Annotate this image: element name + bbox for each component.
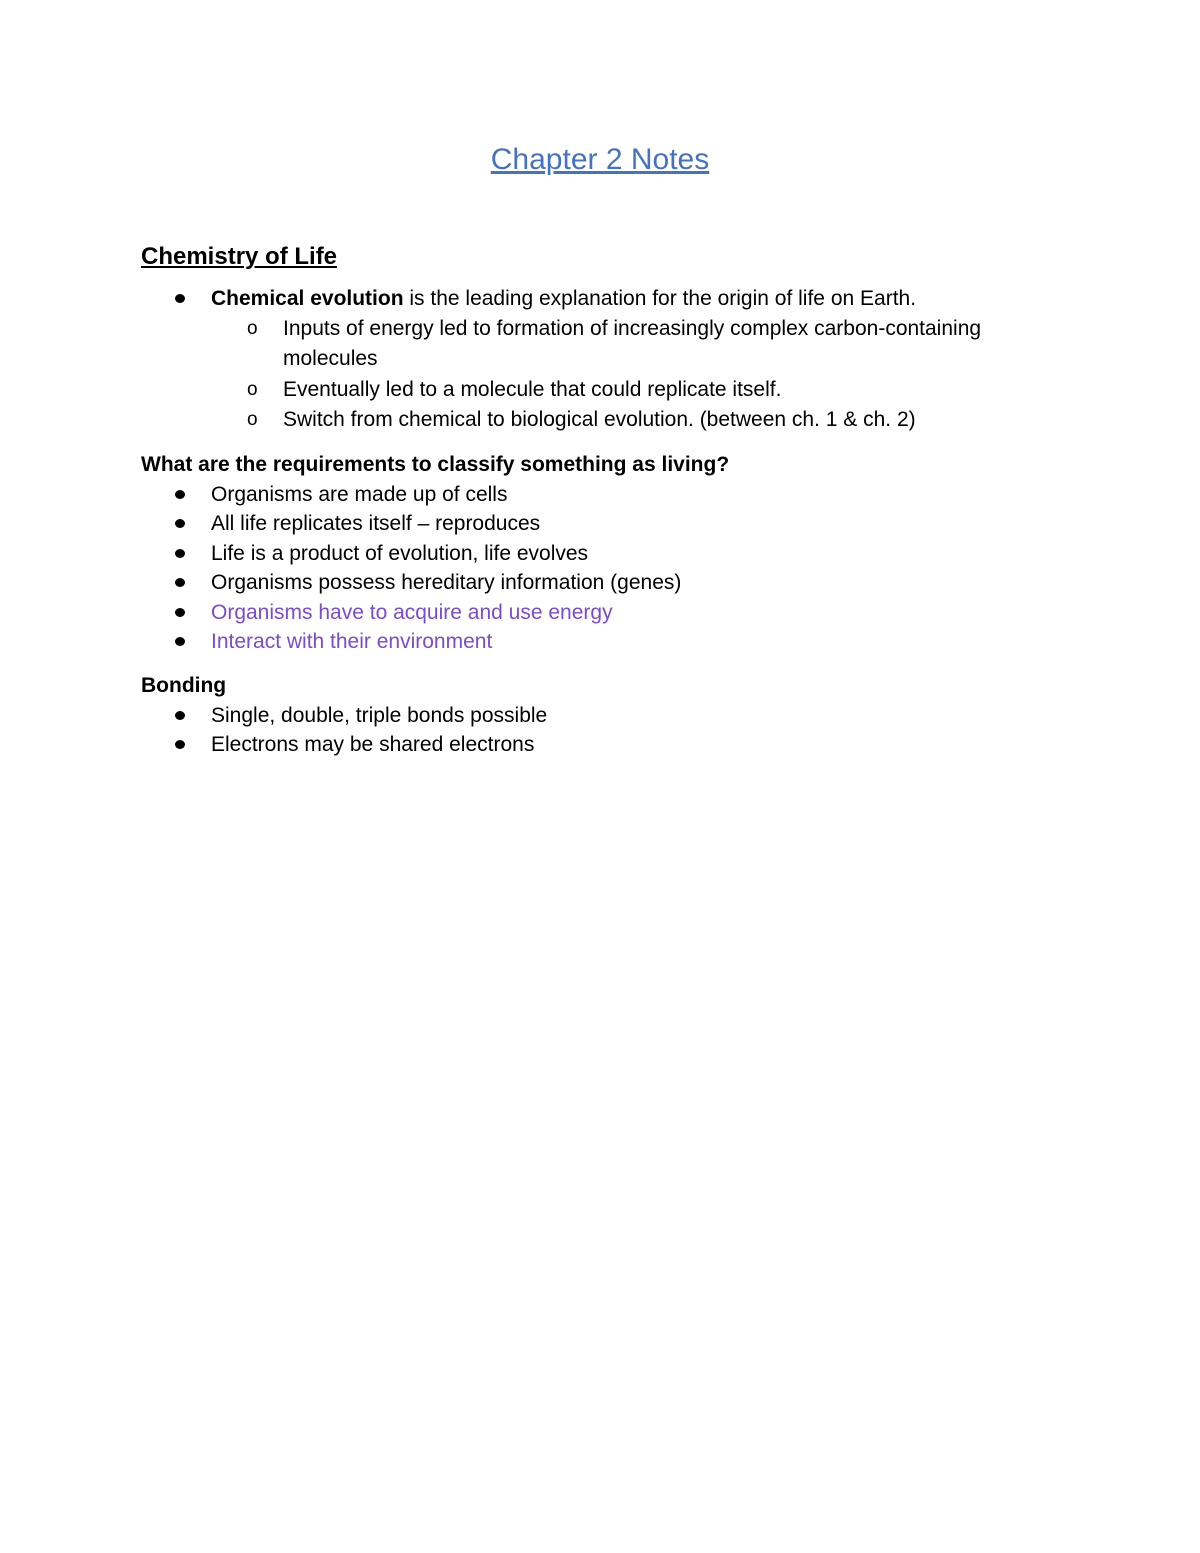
- section1-sublist: [141, 314, 1041, 436]
- list-item-text: is the leading explanation for the origin of life on Earth.: [403, 287, 917, 310]
- sub-list-item: [141, 314, 1041, 375]
- bullet-icon: [175, 578, 185, 587]
- list-item-text-highlighted: Interact with their environment: [211, 630, 493, 653]
- list-item-text: Organisms are made up of cells: [211, 482, 508, 506]
- list-item-text: Electrons may be shared electrons: [211, 733, 535, 756]
- bullet-icon: [175, 490, 185, 499]
- list-item-text: Life is a product of evolution, life evolves: [211, 541, 589, 565]
- list-item: [141, 480, 1041, 510]
- list-item: [141, 568, 1041, 598]
- sub-list-item: [141, 375, 1041, 406]
- sub-list-item-text: Switch from chemical to biological evolution. (between ch. 1 & ch. 2): [283, 408, 916, 431]
- list-item-text: Single, double, triple bonds possible: [211, 703, 548, 727]
- list-item: [141, 701, 1041, 731]
- section-heading-requirements: What are the requirements to classify something as living?: [141, 452, 730, 476]
- bullet-icon: [175, 549, 185, 558]
- section1-list: [141, 284, 1041, 314]
- list-item-text-highlighted: Organisms have to acquire and use energy: [211, 600, 613, 624]
- list-item: [141, 284, 1041, 314]
- list-item: [141, 627, 1041, 657]
- hollow-bullet-icon: o: [247, 409, 258, 430]
- key-term: Chemical evolution: [211, 287, 404, 310]
- bullet-icon: [175, 637, 185, 646]
- bullet-icon: [175, 608, 185, 617]
- hollow-bullet-icon: o: [247, 317, 258, 339]
- sub-list-item-text: Inputs of energy led to formation of increasingly complex carbon-containing molecules: [283, 316, 982, 370]
- bonding-list: [141, 701, 1041, 760]
- list-item-text: All life replicates itself – reproduces: [211, 512, 541, 535]
- sub-list-item: [141, 405, 1041, 436]
- requirements-list: [141, 480, 1041, 657]
- document-body: [141, 240, 1041, 760]
- section-heading-bonding: Bonding: [141, 673, 227, 697]
- list-item-text: Organisms possess hereditary information (genes): [211, 571, 682, 594]
- hollow-bullet-icon: o: [247, 378, 258, 400]
- bullet-icon: [175, 740, 185, 749]
- bullet-icon: [175, 711, 185, 720]
- list-item: [141, 509, 1041, 539]
- section-heading-chemistry-of-life: Chemistry of Life: [141, 243, 338, 270]
- document-title: Chapter 2 Notes: [490, 143, 710, 176]
- bullet-icon: [175, 519, 185, 528]
- list-item: [141, 598, 1041, 628]
- sub-list-item-text: Eventually led to a molecule that could replicate itself.: [283, 377, 782, 401]
- bullet-icon: [175, 294, 185, 303]
- list-item: [141, 539, 1041, 569]
- list-item: [141, 730, 1041, 760]
